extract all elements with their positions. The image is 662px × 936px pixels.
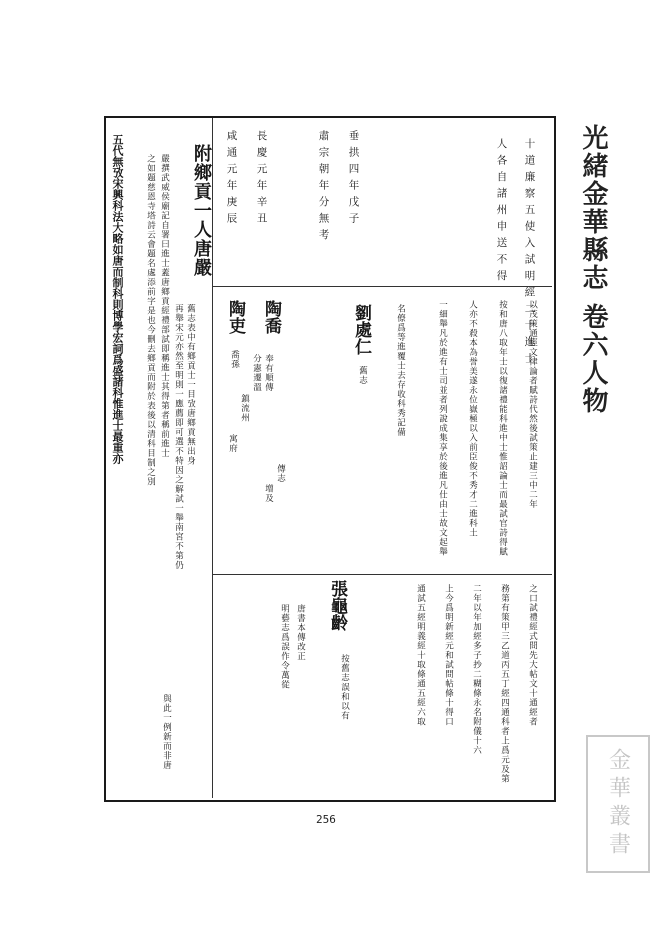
tao-col-5: 傳志 xyxy=(275,464,286,483)
biography-col-1: 嚴撰武威侯廟記自署曰進士蓋唐鄉貢經禮部試即稱進士其得第者稱前進士 xyxy=(159,154,170,458)
biography-col-2: 之如題慈恩寺塔詩云會題名處添前字是也今刪去鄉貢而附於表後以清科目制之別 xyxy=(145,154,156,487)
liu-tail-col: 名僚爲等進覆士去存收科秀記備 xyxy=(395,304,406,437)
tao-col-1: 奉有順傳 xyxy=(263,354,274,392)
zhang-col-5: 通試五經明義經十取條通五經六取 xyxy=(415,584,426,727)
zhang-source: 按舊志誤和以有 xyxy=(339,654,350,721)
tao-sub-col: 喬孫 xyxy=(229,350,240,369)
column-divider xyxy=(212,118,213,798)
document-page xyxy=(96,104,574,804)
zhang-tail-col-1: 唐書本傳改正 xyxy=(295,604,306,661)
page-title: 光緒金華縣志 卷六人物 xyxy=(578,124,608,416)
liu-col-1: 以茂策通經文律論者賦詩代然後試策止建三中二年 xyxy=(527,300,538,509)
intro-col-1: 十道廉察五使入試明經二十進士 xyxy=(523,138,536,369)
year-entry-2: 肅宗朝年分無考 xyxy=(317,130,330,246)
intro-col-2: 人各自諸州申送不得 xyxy=(495,138,508,287)
tao-col-4: 寓府 xyxy=(227,434,238,453)
tao-col-3: 鎮流州 xyxy=(239,394,250,423)
zhang-name: 張龜齡 xyxy=(327,580,347,631)
tao-name: 陶喬 xyxy=(261,300,281,334)
zhang-col-3: 二年以年加經多子抄二糊條永名附儀十六 xyxy=(471,584,482,755)
row-divider-1 xyxy=(212,286,552,287)
liu-col-3: 人亦不殺本為誉美遂永位嶽極以入前臣俊不秀才二進科土 xyxy=(467,300,478,538)
tao-col-6: 增及 xyxy=(263,484,274,503)
year-entry-1: 垂拱四年戊子 xyxy=(347,130,360,229)
zhang-col-2: 務第有策甲三乙道丙五丁經四通科者上爲元及第 xyxy=(499,584,510,784)
zhang-col-1: 之口試禮經式問先大帖文十通經者 xyxy=(527,584,538,727)
year-entry-3: 長慶元年辛丑 xyxy=(255,130,268,229)
page-number: 256 xyxy=(316,813,336,826)
main-text-column: 五代無攷宋興科法大略如唐而制科則博學宏詞爲盛諸科惟進士最重亦 xyxy=(111,134,124,464)
tao-sub: 陶吏 xyxy=(225,300,245,334)
liu-col-4: 一細舉凡於進有士司並者列說成集享於後進凡仕由士故文起舉 xyxy=(437,300,448,557)
appendix-note-2: 再舉宋元亦然至明則一應薦即可選不特因之解試一舉南宮不第仍 xyxy=(173,304,184,570)
library-seal: 金華叢書 xyxy=(586,735,650,873)
liu-col-2: 按和唐八取年士以復諸禮能科進中士惟詔論士而最試官詩得賦 xyxy=(497,300,508,557)
liu-name: 劉處仁 xyxy=(351,304,371,355)
appendix-note-3: 與此一例新而非唐 xyxy=(161,694,172,770)
zhang-col-4: 上今爲明新經元和試問帖條十得口 xyxy=(443,584,454,727)
appendix-note-1: 舊志表中有鄉貢士一目攷唐鄉貢無出身 xyxy=(185,304,196,466)
appendix-heading: 附鄉貢一人唐嚴 xyxy=(191,144,212,277)
zhang-tail-col-2: 明藝志爲誤作令萬從 xyxy=(279,604,290,690)
year-entry-4: 咸通元年庚辰 xyxy=(225,130,238,229)
row-divider-2 xyxy=(212,574,552,575)
liu-source: 舊志 xyxy=(357,366,368,385)
tao-col-2: 分憲遷溫 xyxy=(251,354,262,392)
